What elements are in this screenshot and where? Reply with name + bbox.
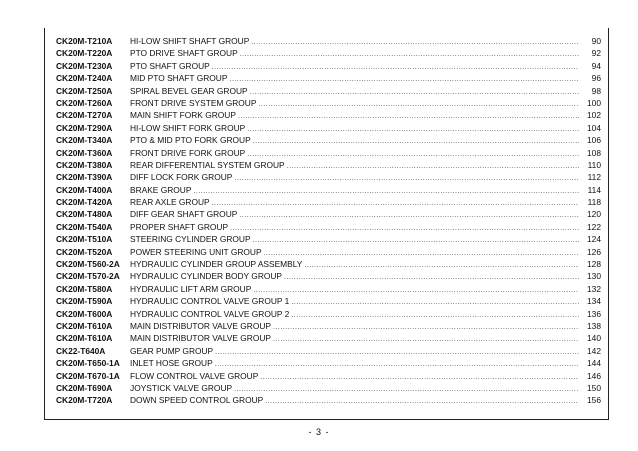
- toc-entry-title: GEAR PUMP GROUP: [130, 345, 214, 356]
- toc-entry[interactable]: [56, 332, 601, 344]
- toc-entry-code: CK20M-T650-1A: [56, 358, 120, 369]
- toc-entry[interactable]: [56, 320, 601, 332]
- toc-entry-code: CK20M-T610A: [56, 320, 113, 331]
- toc-entry[interactable]: [56, 221, 601, 233]
- toc-entry-title: DIFF LOCK FORK GROUP: [130, 172, 233, 183]
- toc-entry-title: REAR AXLE GROUP: [130, 197, 210, 208]
- toc-dot-leader: [264, 248, 579, 260]
- toc-entry-page: 98: [591, 85, 601, 96]
- toc-dot-leader: [239, 210, 579, 222]
- toc-entry[interactable]: [56, 72, 601, 84]
- toc-entry-code: CK20M-T540A: [56, 221, 113, 232]
- toc-dot-leader: [250, 87, 579, 99]
- toc-entry-code: CK20M-T560-2A: [56, 259, 120, 270]
- toc-entry-page: 146: [587, 370, 601, 381]
- toc-dot-leader: [284, 272, 579, 284]
- toc-entry-code: CK20M-T340A: [56, 135, 113, 146]
- toc-entry[interactable]: [56, 270, 601, 282]
- toc-entry-title: HI-LOW SHIFT FORK GROUP: [130, 122, 246, 133]
- toc-entry-page: 140: [587, 333, 601, 344]
- toc-entry-title: PTO & MID PTO FORK GROUP: [130, 135, 251, 146]
- toc-entry-page: 130: [587, 271, 601, 282]
- toc-entry[interactable]: [56, 196, 601, 208]
- toc-entry[interactable]: [56, 35, 601, 47]
- toc-entry[interactable]: [56, 357, 601, 369]
- toc-dot-leader: [212, 62, 579, 74]
- toc-dot-leader: [273, 334, 579, 346]
- toc-entry-page: 132: [587, 283, 601, 294]
- toc-entry[interactable]: [56, 246, 601, 258]
- toc-entry-page: 128: [587, 259, 601, 270]
- toc-dot-leader: [291, 297, 579, 309]
- toc-entry-title: SPIRAL BEVEL GEAR GROUP: [130, 85, 248, 96]
- toc-entry[interactable]: [56, 308, 601, 320]
- toc-dot-leader: [240, 49, 579, 61]
- toc-entry[interactable]: [56, 159, 601, 171]
- toc-entry-page: 106: [587, 135, 601, 146]
- toc-entry-page: 138: [587, 320, 601, 331]
- toc-entry-title: HYDRAULIC CONTROL VALVE GROUP 2: [130, 308, 290, 319]
- toc-dot-leader: [193, 186, 579, 198]
- toc-entry-title: HI-LOW SHIFT SHAFT GROUP: [130, 36, 250, 46]
- toc-entry-code: CK20M-T220A: [56, 48, 113, 59]
- toc-dot-leader: [215, 359, 579, 371]
- toc-entry[interactable]: [56, 171, 601, 183]
- toc-entry-title: MID PTO SHAFT GROUP: [130, 73, 228, 84]
- toc-entry-page: 150: [587, 382, 601, 393]
- toc-entry-title: JOYSTICK VALVE GROUP: [130, 382, 233, 393]
- toc-entry-code: CK20M-T510A: [56, 234, 113, 245]
- toc-dot-leader: [230, 223, 579, 235]
- toc-entry-title: POWER STEERING UNIT GROUP: [130, 246, 262, 257]
- toc-entry-code: CK20M-T250A: [56, 85, 113, 96]
- toc-dot-leader: [287, 161, 579, 173]
- toc-entry-page: 126: [587, 246, 601, 257]
- toc-entry-code: CK20M-T720A: [56, 395, 113, 406]
- toc-entry-title: FRONT DRIVE FORK GROUP: [130, 147, 246, 158]
- toc-entry-page: 136: [587, 308, 601, 319]
- toc-entry-page: 94: [591, 60, 601, 71]
- toc-entry-page: 96: [591, 73, 601, 84]
- toc-entry-title: MAIN DISTRIBUTOR VALVE GROUP: [130, 320, 271, 331]
- toc-entry[interactable]: [56, 134, 601, 146]
- toc-entry-title: FRONT DRIVE SYSTEM GROUP: [130, 97, 257, 108]
- toc-entry-title: STEERING CYLINDER GROUP: [130, 234, 251, 245]
- toc-entry-page: 110: [587, 159, 601, 170]
- table-of-contents: [56, 35, 601, 407]
- toc-entry-page: 144: [587, 358, 601, 369]
- toc-entry-code: CK20M-T230A: [56, 60, 113, 71]
- toc-dot-leader: [234, 384, 579, 396]
- toc-entry-code: CK22-T640A: [56, 345, 106, 356]
- toc-entry[interactable]: [56, 208, 601, 220]
- toc-entry-code: CK20M-T380A: [56, 159, 113, 170]
- toc-dot-leader: [247, 124, 579, 136]
- toc-entry-page: 156: [587, 395, 601, 406]
- toc-dot-leader: [253, 235, 579, 247]
- toc-entry-title: HYDRAULIC CONTROL VALVE GROUP 1: [130, 296, 290, 307]
- toc-entry-page: 92: [591, 48, 601, 59]
- toc-entry-title: REAR DIFFERENTIAL SYSTEM GROUP: [130, 159, 285, 170]
- toc-entry-page: 100: [587, 97, 601, 108]
- toc-entry-page: 112: [587, 172, 601, 183]
- toc-dot-leader: [247, 149, 579, 161]
- toc-entry-title: HYDRAULIC CYLINDER BODY GROUP: [130, 271, 283, 282]
- toc-entry-title: DIFF GEAR SHAFT GROUP: [130, 209, 238, 220]
- toc-entry[interactable]: [56, 345, 601, 357]
- toc-entry-title: PTO DRIVE SHAFT GROUP: [130, 48, 238, 59]
- toc-entry[interactable]: [56, 47, 601, 59]
- toc-entry-title: HYDRAULIC CYLINDER GROUP ASSEMBLY: [130, 259, 303, 270]
- toc-entry-title: MAIN DISTRIBUTOR VALVE GROUP: [130, 333, 271, 344]
- toc-entry[interactable]: [56, 394, 601, 406]
- toc-entry-page: 120: [587, 209, 601, 220]
- toc-entry-code: CK20M-T240A: [56, 73, 113, 84]
- toc-entry-code: CK20M-T580A: [56, 283, 113, 294]
- toc-dot-leader: [304, 260, 579, 272]
- toc-entry-title: FLOW CONTROL VALVE GROUP: [130, 370, 259, 381]
- toc-dot-leader: [258, 99, 579, 111]
- toc-entry[interactable]: [56, 370, 601, 382]
- toc-entry[interactable]: [56, 283, 601, 295]
- toc-dot-leader: [260, 372, 579, 384]
- toc-dot-leader: [253, 136, 579, 148]
- toc-entry-code: CK20M-T210A: [56, 36, 113, 46]
- toc-entry-title: PROPER SHAFT GROUP: [130, 221, 229, 232]
- toc-entry-code: CK20M-T260A: [56, 97, 113, 108]
- toc-entry-page: 118: [587, 197, 601, 208]
- toc-entry-code: CK20M-T690A: [56, 382, 113, 393]
- toc-entry-title: DOWN SPEED CONTROL GROUP: [130, 395, 264, 406]
- toc-entry-title: BRAKE GROUP: [130, 184, 192, 195]
- toc-dot-leader: [253, 285, 579, 297]
- toc-entry-code: CK20M-T270A: [56, 110, 113, 121]
- toc-entry-code: CK20M-T480A: [56, 209, 113, 220]
- toc-entry-page: 104: [587, 122, 601, 133]
- toc-entry[interactable]: [56, 184, 601, 196]
- toc-entry-code: CK20M-T420A: [56, 197, 113, 208]
- toc-entry-code: CK20M-T670-1A: [56, 370, 120, 381]
- toc-entry-code: CK20M-T610A: [56, 333, 113, 344]
- toc-entry[interactable]: [56, 85, 601, 97]
- toc-dot-leader: [215, 347, 579, 359]
- toc-entry-page: 90: [591, 36, 601, 46]
- toc-entry-code: CK20M-T600A: [56, 308, 113, 319]
- toc-entry-page: 102: [587, 110, 601, 121]
- toc-entry-title: INLET HOSE GROUP: [130, 358, 213, 369]
- toc-entry-page: 114: [587, 184, 601, 195]
- toc-entry-code: CK20M-T390A: [56, 172, 113, 183]
- toc-dot-leader: [291, 310, 579, 322]
- toc-entry-code: CK20M-T520A: [56, 246, 113, 257]
- toc-entry-code: CK20M-T570-2A: [56, 271, 120, 282]
- toc-dot-leader: [265, 396, 579, 408]
- toc-entry-title: PTO SHAFT GROUP: [130, 60, 210, 71]
- toc-entry-code: CK20M-T590A: [56, 296, 113, 307]
- toc-entry[interactable]: [56, 60, 601, 72]
- toc-dot-leader: [238, 111, 579, 123]
- toc-entry[interactable]: [56, 97, 601, 109]
- toc-entry-page: 124: [587, 234, 601, 245]
- toc-dot-leader: [273, 322, 579, 334]
- toc-entry-code: CK20M-T360A: [56, 147, 113, 158]
- toc-dot-leader: [251, 37, 579, 49]
- toc-dot-leader: [234, 173, 579, 185]
- toc-entry[interactable]: [56, 233, 601, 245]
- toc-entry[interactable]: [56, 147, 601, 159]
- toc-entry[interactable]: [56, 109, 601, 121]
- page-number: - 3 -: [308, 427, 330, 437]
- toc-entry-title: HYDRAULIC LIFT ARM GROUP: [130, 283, 252, 294]
- toc-entry-page: 134: [587, 296, 601, 307]
- toc-entry-page: 122: [587, 221, 601, 232]
- toc-entry[interactable]: [56, 258, 601, 270]
- toc-entry[interactable]: [56, 382, 601, 394]
- toc-entry-code: CK20M-T400A: [56, 184, 113, 195]
- toc-dot-leader: [212, 198, 579, 210]
- toc-entry-code: CK20M-T290A: [56, 122, 113, 133]
- toc-entry-page: 142: [587, 345, 601, 356]
- toc-entry-page: 108: [587, 147, 601, 158]
- toc-entry[interactable]: [56, 122, 601, 134]
- toc-dot-leader: [229, 74, 579, 86]
- toc-entry-title: MAIN SHIFT FORK GROUP: [130, 110, 236, 121]
- toc-entry[interactable]: [56, 295, 601, 307]
